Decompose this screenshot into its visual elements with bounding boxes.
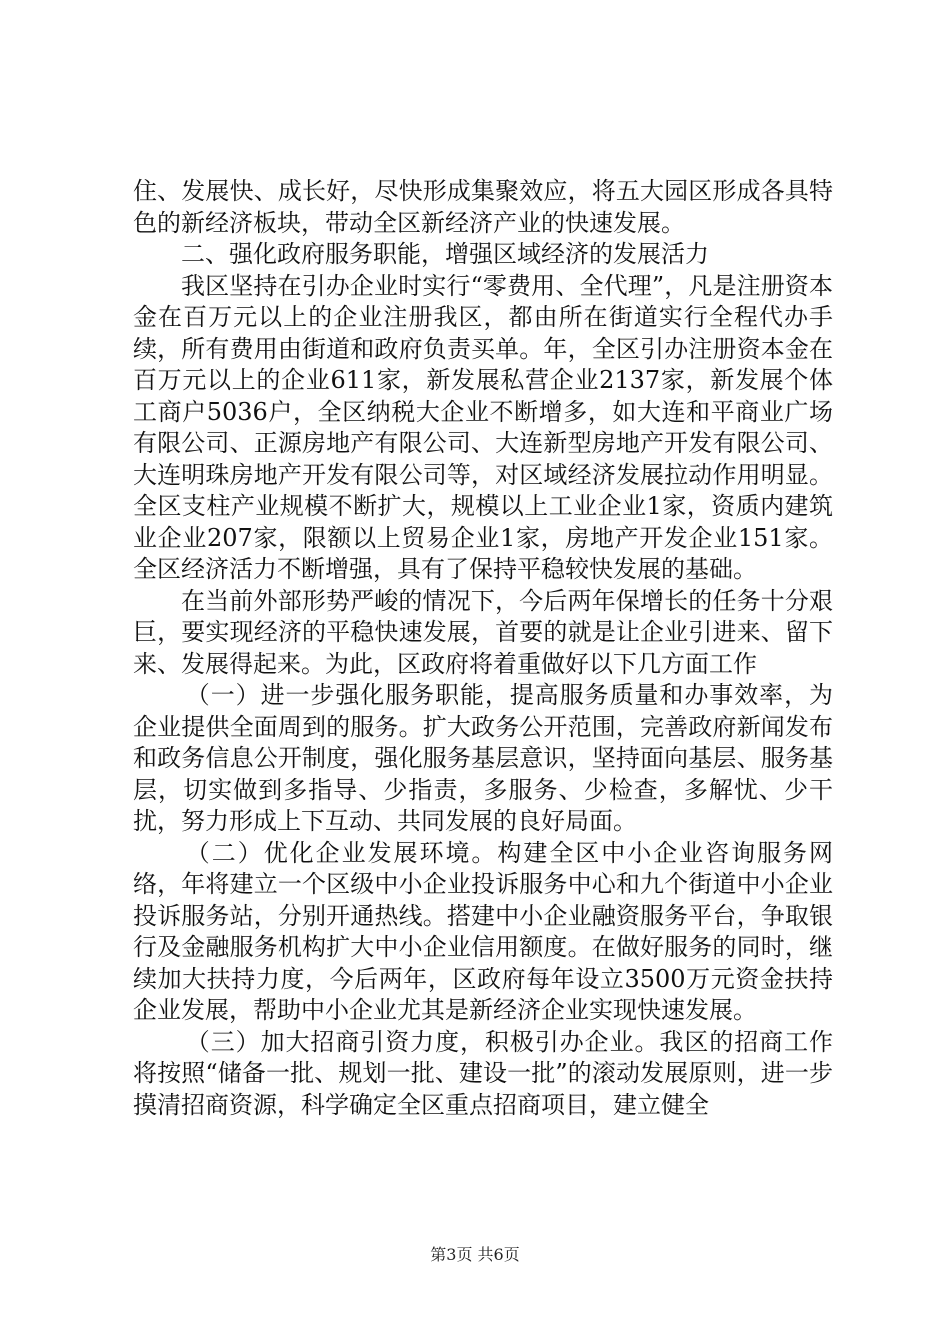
section-heading: 二、强化政府服务职能，增强区域经济的发展活力 — [181, 240, 709, 268]
paragraph-enterprise-registration: 我区坚持在引办企业时实行“零费用、全代理”，凡是注册资本金在百万元以上的企业注册我区，都由所在街道实行全程代办手续，所有费用由街道和政府负责买单。年，全区引办注册资本金在百万元以上的企业611家，新发展私营企业2137家，新发展个体工商户5036户，全区纳税大企业不断增多，如大连和平商业广场有限公司、正源房地产有限公司、大连新型房地产开发有限公司、大连明珠房地产开发有限公司等，对区域经济发展拉动作用明显。全区支柱产业规模不断扩大，规模以上工业企业1家，资质内建筑业企业207家，限额以上贸易企业1家，房地产开发企业151家。全区经济活力不断增强，具有了保持平稳较快发展的基础。 — [133, 271, 833, 583]
paragraph-external-situation: 在当前外部形势严峻的情况下，今后两年保增长的任务十分艰巨，要实现经济的平稳快速发展，首要的就是让企业引进来、留下来、发展得起来。为此，区政府将着重做好以下几方面工作 — [133, 586, 833, 678]
paragraph-item-three: （三）加大招商引资力度，积极引办企业。我区的招商工作将按照“储备一批、规划一批、建设一批”的滚动发展原则，进一步摸清招商资源，科学确定全区重点招商项目，建立健全 — [133, 1027, 833, 1119]
paragraph-continuation: 住、发展快、成长好，尽快形成集聚效应，将五大园区形成各具特色的新经济板块，带动全区新经济产业的快速发展。 — [133, 177, 833, 237]
paragraph-item-two: （二）优化企业发展环境。构建全区中小企业咨询服务网络，年将建立一个区级中小企业投诉服务中心和九个街道中小企业投诉服务站，分别开通热线。搭建中小企业融资服务平台，争取银行及金融服务机构扩大中小企业信用额度。在做好服务的同时，继续加大扶持力度，今后两年，区政府每年设立3500万元资金扶持企业发展，帮助中小企业尤其是新经济企业实现快速发展。 — [133, 838, 833, 1024]
page-footer: 第3页 共6页 — [430, 1245, 520, 1264]
document-body — [133, 176, 833, 1121]
paragraph-item-one: （一）进一步强化服务职能，提高服务质量和办事效率，为企业提供全面周到的服务。扩大政务公开范围，完善政府新闻发布和政务信息公开制度，强化服务基层意识，坚持面向基层、服务基层，切实做到多指导、少指责，多服务、少检查，多解忧、少干扰，努力形成上下互动、共同发展的良好局面。 — [133, 681, 833, 835]
